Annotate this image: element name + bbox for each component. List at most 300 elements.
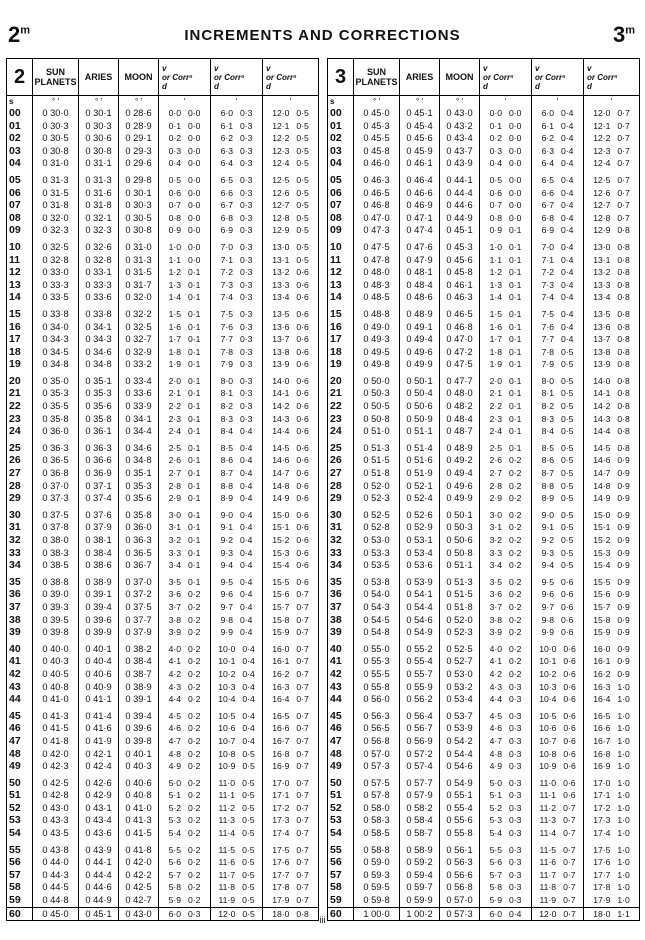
correction-value: 0·9 — [617, 493, 630, 504]
correction-cell — [211, 454, 263, 467]
moon-cell: 0 31·0 — [119, 237, 159, 254]
correction-cell — [532, 492, 584, 505]
sun-planets-cell: 0 32·5 — [33, 237, 79, 254]
moon-cell: 0 34·6 — [119, 438, 159, 455]
moon-cell: 0 51·8 — [440, 601, 480, 614]
v-or-d-value: 17·4 — [272, 828, 290, 839]
moon-cell: 0 30·1 — [119, 187, 159, 200]
moon-cell: 0 28·6 — [119, 107, 159, 120]
seconds-cell: 42 — [7, 668, 33, 681]
moon-cell: 0 34·8 — [119, 454, 159, 467]
moon-cell: 0 35·6 — [119, 492, 159, 505]
v-or-d-value: 7·3 — [541, 279, 554, 290]
moon-cell: 0 45·3 — [440, 237, 480, 254]
correction-value: 0·3 — [240, 321, 253, 332]
correction-cell — [584, 454, 640, 467]
correction-cell — [159, 266, 211, 279]
sun-planets-cell: 0 49·8 — [354, 358, 400, 371]
v-or-d-value: 7·9 — [541, 359, 554, 370]
moon-cell: 0 44·9 — [440, 212, 480, 225]
table-row — [328, 655, 640, 668]
v-or-d-value: 1·0 — [168, 241, 181, 252]
table-row — [328, 413, 640, 426]
correction-cell — [480, 304, 532, 321]
v-or-d-value: 1·1 — [168, 254, 181, 265]
correction-value: 1·0 — [617, 790, 630, 801]
v-or-d-value: 8·4 — [220, 426, 233, 437]
sun-planets-cell: 0 48·8 — [354, 304, 400, 321]
table-row — [7, 894, 319, 907]
correction-cell — [532, 387, 584, 400]
seconds-cell: 18 — [7, 346, 33, 359]
aries-cell: 0 55·7 — [400, 668, 440, 681]
correction-value: 0·3 — [509, 790, 522, 801]
correction-cell — [263, 601, 319, 614]
moon-cell: 0 32·7 — [119, 333, 159, 346]
correction-cell — [584, 266, 640, 279]
correction-value: 0·6 — [563, 748, 576, 759]
v-or-d-value: 9·3 — [220, 547, 233, 558]
moon-cell: 0 47·5 — [440, 358, 480, 371]
moon-cell: 0 36·3 — [119, 534, 159, 547]
sun-planets-cell: 0 53·8 — [354, 572, 400, 589]
v-or-d-value: 0·5 — [489, 174, 502, 185]
v-or-d-value: 5·3 — [489, 815, 502, 826]
correction-cell — [211, 639, 263, 656]
v-or-d-value: 2·8 — [489, 480, 502, 491]
v-or-d-value: 4·8 — [489, 748, 502, 759]
correction-cell — [263, 237, 319, 254]
seconds-cell: 00 — [328, 107, 354, 120]
correction-cell — [584, 601, 640, 614]
v-or-d-value: 9·1 — [220, 522, 233, 533]
correction-cell — [211, 346, 263, 359]
correction-value: 0·6 — [561, 589, 574, 600]
v-or-d-value: 4·7 — [489, 735, 502, 746]
table-row — [7, 760, 319, 773]
correction-cell — [263, 505, 319, 522]
seconds-cell: 33 — [7, 547, 33, 560]
correction-value: 0·1 — [188, 292, 201, 303]
table-row — [7, 132, 319, 145]
correction-value: 0·0 — [509, 145, 522, 156]
or-corr-label: or Corrⁿ — [266, 72, 297, 82]
correction-value: 0·8 — [617, 279, 630, 290]
v-or-d-value: 6·9 — [541, 225, 554, 236]
sun-planets-cell: 0 43·5 — [33, 827, 79, 840]
correction-cell — [480, 224, 532, 237]
correction-cell — [480, 425, 532, 438]
degree-minute-unit: ° ′ — [354, 96, 400, 108]
aries-cell: 0 50·6 — [400, 400, 440, 413]
v-or-d-value: 17·4 — [593, 828, 611, 839]
aries-cell: 0 55·9 — [400, 681, 440, 694]
correction-cell — [263, 132, 319, 145]
v-or-d-value: 12·4 — [272, 158, 290, 169]
v-or-d-value: 0·9 — [168, 225, 181, 236]
correction-cell — [211, 157, 263, 170]
sun-planets-cell: 0 32·8 — [33, 254, 79, 267]
aries-cell: 0 49·4 — [400, 333, 440, 346]
v-or-d-value: 2·0 — [168, 375, 181, 386]
v-or-d-correction-header — [584, 59, 640, 96]
seconds-cell: 37 — [328, 601, 354, 614]
seconds-cell: 57 — [328, 869, 354, 882]
aries-cell: 0 44·4 — [79, 869, 119, 882]
sun-planets-cell: 0 37·0 — [33, 480, 79, 493]
correction-cell — [532, 321, 584, 334]
correction-cell — [211, 693, 263, 706]
v-or-d-value: 11·0 — [218, 777, 236, 788]
correction-value: 0·0 — [509, 174, 522, 185]
correction-value: 0·2 — [188, 723, 201, 734]
moon-cell: 0 50·8 — [440, 547, 480, 560]
table-row — [328, 869, 640, 882]
aries-cell: 0 43·1 — [79, 802, 119, 815]
v-or-d-value: 17·7 — [272, 869, 290, 880]
correction-cell — [263, 107, 319, 120]
moon-header: MOON — [440, 59, 480, 96]
seconds-cell: 12 — [328, 266, 354, 279]
correction-value: 0·3 — [240, 200, 253, 211]
v-or-d-value: 14·7 — [272, 468, 290, 479]
correction-value: 0·7 — [296, 761, 309, 772]
correction-cell — [263, 869, 319, 882]
correction-value: 0·8 — [617, 334, 630, 345]
correction-cell — [480, 706, 532, 723]
v-or-d-value: 11·2 — [539, 802, 557, 813]
table-row — [328, 559, 640, 572]
aries-cell: 0 45·4 — [400, 120, 440, 133]
aries-cell: 0 42·9 — [79, 789, 119, 802]
v-or-d-value: 15·7 — [272, 601, 290, 612]
moon-cell: 0 37·2 — [119, 588, 159, 601]
seconds-cell: 26 — [328, 454, 354, 467]
v-or-d-value: 5·0 — [168, 777, 181, 788]
moon-cell: 0 33·6 — [119, 387, 159, 400]
v-or-d-value: 11·7 — [218, 869, 236, 880]
v-or-d-value: 14·2 — [593, 401, 611, 412]
seconds-cell: 33 — [328, 547, 354, 560]
correction-value: 0·5 — [561, 493, 574, 504]
correction-cell — [480, 773, 532, 790]
correction-cell — [211, 814, 263, 827]
v-or-d-value: 9·7 — [220, 601, 233, 612]
v-or-d-value: 4·0 — [168, 643, 181, 654]
v-or-d-value: 16·2 — [272, 668, 290, 679]
table-row — [7, 400, 319, 413]
correction-cell — [584, 655, 640, 668]
table-row — [328, 789, 640, 802]
seconds-cell: 37 — [7, 601, 33, 614]
table-row — [7, 304, 319, 321]
correction-cell — [480, 467, 532, 480]
correction-value: 0·6 — [296, 279, 309, 290]
correction-value: 0·6 — [296, 308, 309, 319]
moon-cell: 0 43·4 — [440, 132, 480, 145]
correction-value: 0·2 — [509, 627, 522, 638]
aries-cell: 0 34·1 — [79, 321, 119, 334]
aries-cell: 0 56·4 — [400, 706, 440, 723]
table-row — [7, 321, 319, 334]
v-or-d-value: 11·4 — [539, 828, 557, 839]
table-row — [7, 492, 319, 505]
seconds-cell: 07 — [7, 199, 33, 212]
correction-cell — [532, 614, 584, 627]
correction-value: 0·2 — [188, 857, 201, 868]
correction-cell — [584, 237, 640, 254]
v-or-d-value: 17·5 — [593, 844, 611, 855]
correction-value: 0·7 — [296, 869, 309, 880]
correction-value: 0·4 — [240, 560, 253, 571]
v-or-d-value: 2·7 — [168, 468, 181, 479]
table-row — [7, 773, 319, 790]
table-row — [328, 107, 640, 120]
correction-value: 0·1 — [188, 267, 201, 278]
correction-cell — [532, 814, 584, 827]
aries-cell: 0 54·1 — [400, 588, 440, 601]
table-row — [7, 588, 319, 601]
correction-cell — [263, 789, 319, 802]
correction-value: 0·7 — [296, 748, 309, 759]
correction-cell — [159, 601, 211, 614]
seconds-cell: 34 — [7, 559, 33, 572]
sun-planets-cell: 0 57·8 — [354, 789, 400, 802]
correction-cell — [532, 722, 584, 735]
correction-cell — [584, 748, 640, 761]
correction-cell — [263, 304, 319, 321]
moon-cell: 0 55·8 — [440, 827, 480, 840]
correction-value: 0·8 — [617, 308, 630, 319]
table-row — [7, 237, 319, 254]
correction-cell — [532, 693, 584, 706]
correction-cell — [159, 438, 211, 455]
aries-cell: 0 59·2 — [400, 856, 440, 869]
moon-cell: 0 38·4 — [119, 655, 159, 668]
aries-cell: 0 36·3 — [79, 438, 119, 455]
v-or-d-value: 17·0 — [593, 777, 611, 788]
correction-cell — [480, 869, 532, 882]
correction-cell — [263, 346, 319, 359]
correction-value: 0·4 — [561, 292, 574, 303]
moon-cell: 0 52·3 — [440, 626, 480, 639]
sun-planets-cell: 0 40·3 — [33, 655, 79, 668]
sun-planets-cell: 0 52·5 — [354, 505, 400, 522]
correction-cell — [480, 827, 532, 840]
correction-value: 0·7 — [296, 735, 309, 746]
sun-planets-cell: 0 38·5 — [33, 559, 79, 572]
sun-planets-cell: 0 53·3 — [354, 547, 400, 560]
minute-unit: ′ — [480, 96, 532, 108]
correction-value: 0·4 — [561, 200, 574, 211]
correction-cell — [480, 438, 532, 455]
aries-cell: 0 59·9 — [400, 894, 440, 907]
correction-value: 0·4 — [561, 108, 574, 118]
moon-cell: 0 39·1 — [119, 693, 159, 706]
moon-cell: 0 52·0 — [440, 614, 480, 627]
v-or-d-value: 0·6 — [489, 187, 502, 198]
sun-planets-cell: 0 42·8 — [33, 789, 79, 802]
v-or-d-value: 13·2 — [272, 267, 290, 278]
table-row — [7, 869, 319, 882]
v-or-d-value: 11·0 — [539, 777, 557, 788]
sun-planets-cell: 0 54·8 — [354, 626, 400, 639]
v-or-d-value: 5·1 — [489, 790, 502, 801]
v-or-d-value: 1·1 — [489, 254, 502, 265]
v-or-d-value: 16·6 — [272, 723, 290, 734]
aries-cell: 0 57·4 — [400, 760, 440, 773]
correction-value: 0·0 — [188, 174, 201, 185]
correction-cell — [263, 454, 319, 467]
v-or-d-value: 0·2 — [168, 133, 181, 144]
moon-cell: 0 35·1 — [119, 467, 159, 480]
v-or-d-value: 9·6 — [541, 589, 554, 600]
v-or-d-value: 15·3 — [272, 547, 290, 558]
correction-cell — [263, 572, 319, 589]
sun-planets-cell: 0 31·5 — [33, 187, 79, 200]
correction-cell — [480, 157, 532, 170]
correction-value: 0·3 — [240, 308, 253, 319]
correction-cell — [584, 505, 640, 522]
correction-cell — [480, 626, 532, 639]
correction-cell — [584, 279, 640, 292]
correction-cell — [532, 802, 584, 815]
moon-header: MOON — [119, 59, 159, 96]
v-or-d-value: 7·6 — [541, 321, 554, 332]
v-or-d-value: 5·2 — [489, 802, 502, 813]
v-or-d-value: 17·6 — [593, 857, 611, 868]
table-header — [328, 59, 640, 96]
seconds-cell: 46 — [7, 722, 33, 735]
aries-cell: 0 40·9 — [79, 681, 119, 694]
v-or-d-value: 14·8 — [272, 480, 290, 491]
table-row — [328, 304, 640, 321]
correction-cell — [263, 120, 319, 133]
v-or-d-value: 6·7 — [541, 200, 554, 211]
aries-cell: 0 35·6 — [79, 400, 119, 413]
aries-cell: 0 32·3 — [79, 224, 119, 237]
seconds-cell: 55 — [7, 840, 33, 857]
v-or-d-value: 0·0 — [489, 108, 502, 118]
v-or-d-value: 16·6 — [593, 723, 611, 734]
correction-value: 0·4 — [561, 308, 574, 319]
v-or-d-value: 6·6 — [220, 187, 233, 198]
correction-cell — [263, 614, 319, 627]
correction-value: 0·5 — [296, 254, 309, 265]
d-label: d — [535, 81, 540, 91]
correction-value: 0·8 — [617, 267, 630, 278]
aries-cell: 0 58·4 — [400, 814, 440, 827]
correction-cell — [532, 601, 584, 614]
v-or-d-value: 3·8 — [168, 614, 181, 625]
moon-cell: 0 45·1 — [440, 224, 480, 237]
seconds-cell: 59 — [7, 894, 33, 907]
correction-value: 1·0 — [617, 815, 630, 826]
sun-planets-cell: 0 44·0 — [33, 856, 79, 869]
correction-value: 0·9 — [617, 601, 630, 612]
increment-minute-header — [7, 59, 33, 96]
seconds-cell: 05 — [328, 170, 354, 187]
correction-value: 0·1 — [188, 388, 201, 399]
correction-cell — [584, 534, 640, 547]
correction-cell — [263, 145, 319, 158]
v-or-d-value: 0·3 — [168, 145, 181, 156]
sun-planets-cell: 0 40·8 — [33, 681, 79, 694]
sun-planets-cell: 0 50·8 — [354, 413, 400, 426]
correction-value: 0·3 — [240, 225, 253, 236]
d-label: d — [483, 81, 488, 91]
moon-cell: 0 43·2 — [440, 120, 480, 133]
seconds-cell: 11 — [328, 254, 354, 267]
correction-value: 0·3 — [509, 748, 522, 759]
sun-planets-cell: 0 36·5 — [33, 454, 79, 467]
correction-value: 0·7 — [563, 802, 576, 813]
v-or-d-value: 13·5 — [593, 308, 611, 319]
v-or-d-value: 3·1 — [489, 522, 502, 533]
sun-planets-cell: 0 52·3 — [354, 492, 400, 505]
v-or-d-value: 10·2 — [539, 668, 557, 679]
v-or-d-value: 1·8 — [168, 346, 181, 357]
v-or-d-value: 4·2 — [489, 668, 502, 679]
or-corr-label: or Corrⁿ — [535, 72, 566, 82]
correction-cell — [480, 132, 532, 145]
moon-cell: 0 40·3 — [119, 760, 159, 773]
v-or-d-value: 16·3 — [593, 681, 611, 692]
correction-value: 0·8 — [617, 292, 630, 303]
table-row — [328, 601, 640, 614]
v-or-d-value: 16·8 — [593, 748, 611, 759]
v-or-d-value: 12·6 — [593, 187, 611, 198]
sun-planets-cell: 0 52·8 — [354, 521, 400, 534]
seconds-cell: 15 — [328, 304, 354, 321]
v-or-d-value: 15·5 — [272, 576, 290, 587]
correction-value: 0·5 — [242, 815, 255, 826]
aries-cell: 0 33·8 — [79, 304, 119, 321]
moon-cell: 0 30·5 — [119, 212, 159, 225]
correction-value: 0·1 — [509, 401, 522, 412]
v-or-d-value: 9·7 — [541, 601, 554, 612]
moon-cell: 0 43·0 — [119, 907, 159, 921]
v-or-d-value: 2·9 — [168, 493, 181, 504]
seconds-cell: 50 — [7, 773, 33, 790]
v-or-d-value: 5·9 — [489, 895, 502, 906]
moon-cell: 0 39·4 — [119, 706, 159, 723]
seconds-cell: 03 — [7, 145, 33, 158]
table-row — [328, 120, 640, 133]
correction-cell — [159, 291, 211, 304]
seconds-cell: 09 — [7, 224, 33, 237]
aries-cell: 0 32·6 — [79, 237, 119, 254]
table-row — [7, 291, 319, 304]
seconds-cell: 55 — [328, 840, 354, 857]
correction-value: 0·6 — [296, 480, 309, 491]
moon-cell: 0 46·1 — [440, 279, 480, 292]
v-or-d-value: 14·8 — [593, 480, 611, 491]
correction-cell — [159, 789, 211, 802]
correction-cell — [263, 773, 319, 790]
v-or-d-value: 9·2 — [541, 535, 554, 545]
moon-cell: 0 35·3 — [119, 480, 159, 493]
seconds-cell: 05 — [7, 170, 33, 187]
moon-cell: 0 33·2 — [119, 358, 159, 371]
sun-planets-cell: 1 00·0 — [354, 907, 400, 921]
correction-cell — [480, 413, 532, 426]
v-or-d-value: 15·8 — [272, 614, 290, 625]
correction-cell — [159, 559, 211, 572]
correction-cell — [211, 668, 263, 681]
correction-cell — [584, 107, 640, 120]
sun-planets-cell: 0 45·0 — [33, 907, 79, 921]
